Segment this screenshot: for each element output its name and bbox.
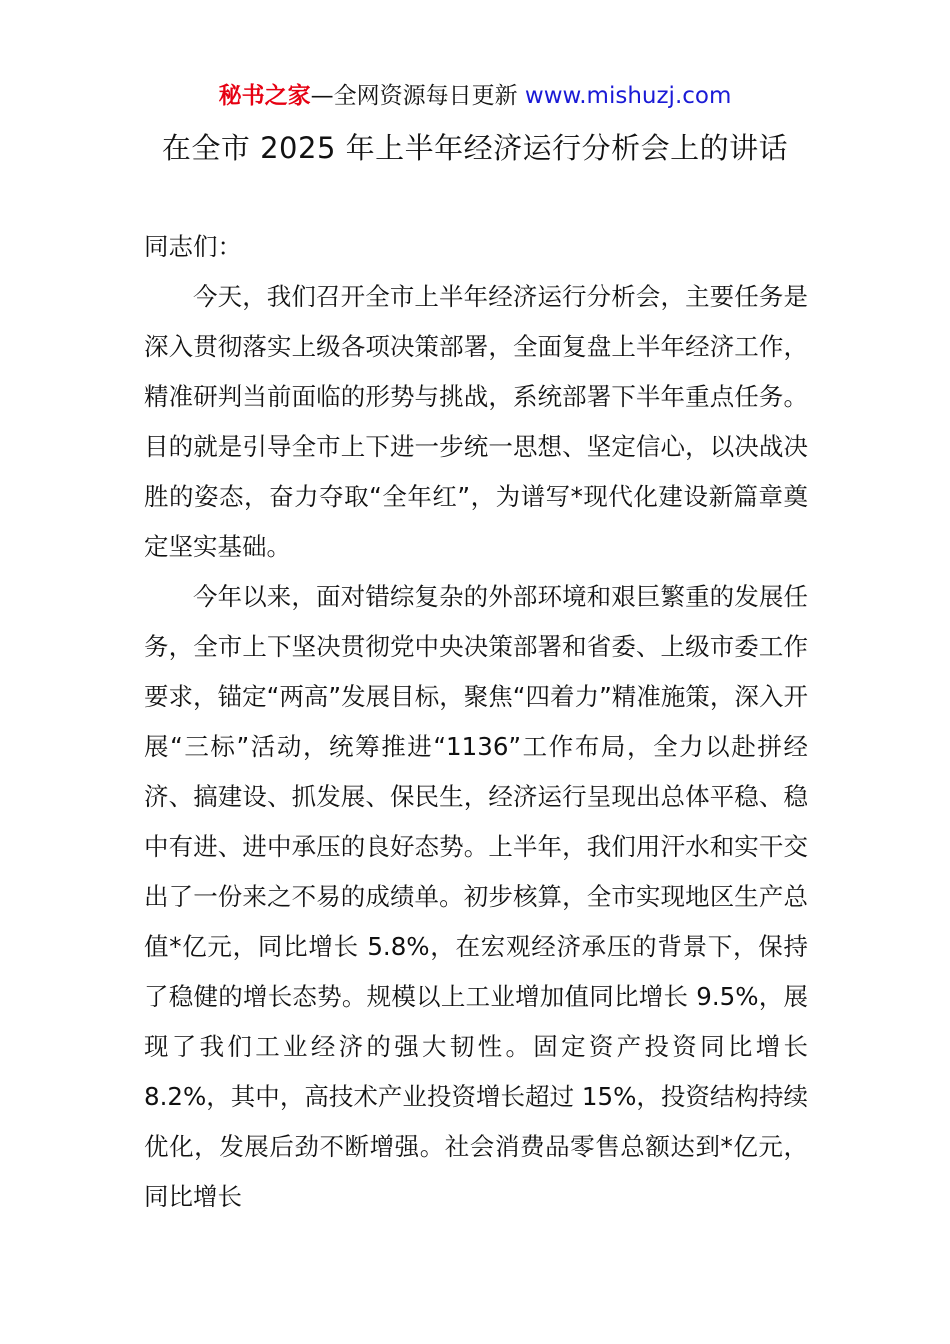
paragraph-opening: 今天，我们召开全市上半年经济运行分析会，主要任务是深入贯彻落实上级各项决策部署，全面复盘上半年经济工作，精准研判当前面临的形势与挑战，系统部署下半年重点任务。目的就是引导全市上下进一步统一思想、坚定信心，以决战决胜的姿态，奋力夺取“全年红”，为谱写*现代化建设新篇章奠定坚实基础。 xyxy=(144,282,808,561)
site-header xyxy=(0,80,950,112)
paragraph-review: 今年以来，面对错综复杂的外部环境和艰巨繁重的发展任务，全市上下坚决贯彻党中央决策部署和省委、上级市委工作要求，锚定“两高”发展目标，聚焦“四着力”精准施策，深入开展“三标”活动，统筹推进“1136”工作布局，全力以赴拼经济、搞建设、抓发展、保民生，经济运行呈现出总体平稳、稳中有进、进中承压的良好态势。上半年，我们用汗水和实干交出了一份来之不易的成绩单。初步核算，全市实现地区生产总值*亿元，同比增长 5.8%，在宏观经济承压的背景下，保持了稳健的增长态势。规模以上工业增加值同比增长 9.5%，展现了我们工业经济的强大韧性。固定资产投资同比增长 8.2%，其中，高技术产业投资增长超过 15%，投资结构持续优化，发展后劲不断增强。社会消费品零售总额达到*亿元，同比增长 xyxy=(144,582,808,1211)
greeting: 同志们： xyxy=(144,232,242,261)
site-brand: 秘书之家 xyxy=(218,83,311,109)
document-body xyxy=(144,222,808,1222)
document-title: 在全市 2025 年上半年经济运行分析会上的讲话 xyxy=(161,131,789,165)
site-tagline: —全网资源每日更新 xyxy=(310,83,525,109)
site-url-link[interactable]: www.mishuzj.com xyxy=(524,83,732,109)
